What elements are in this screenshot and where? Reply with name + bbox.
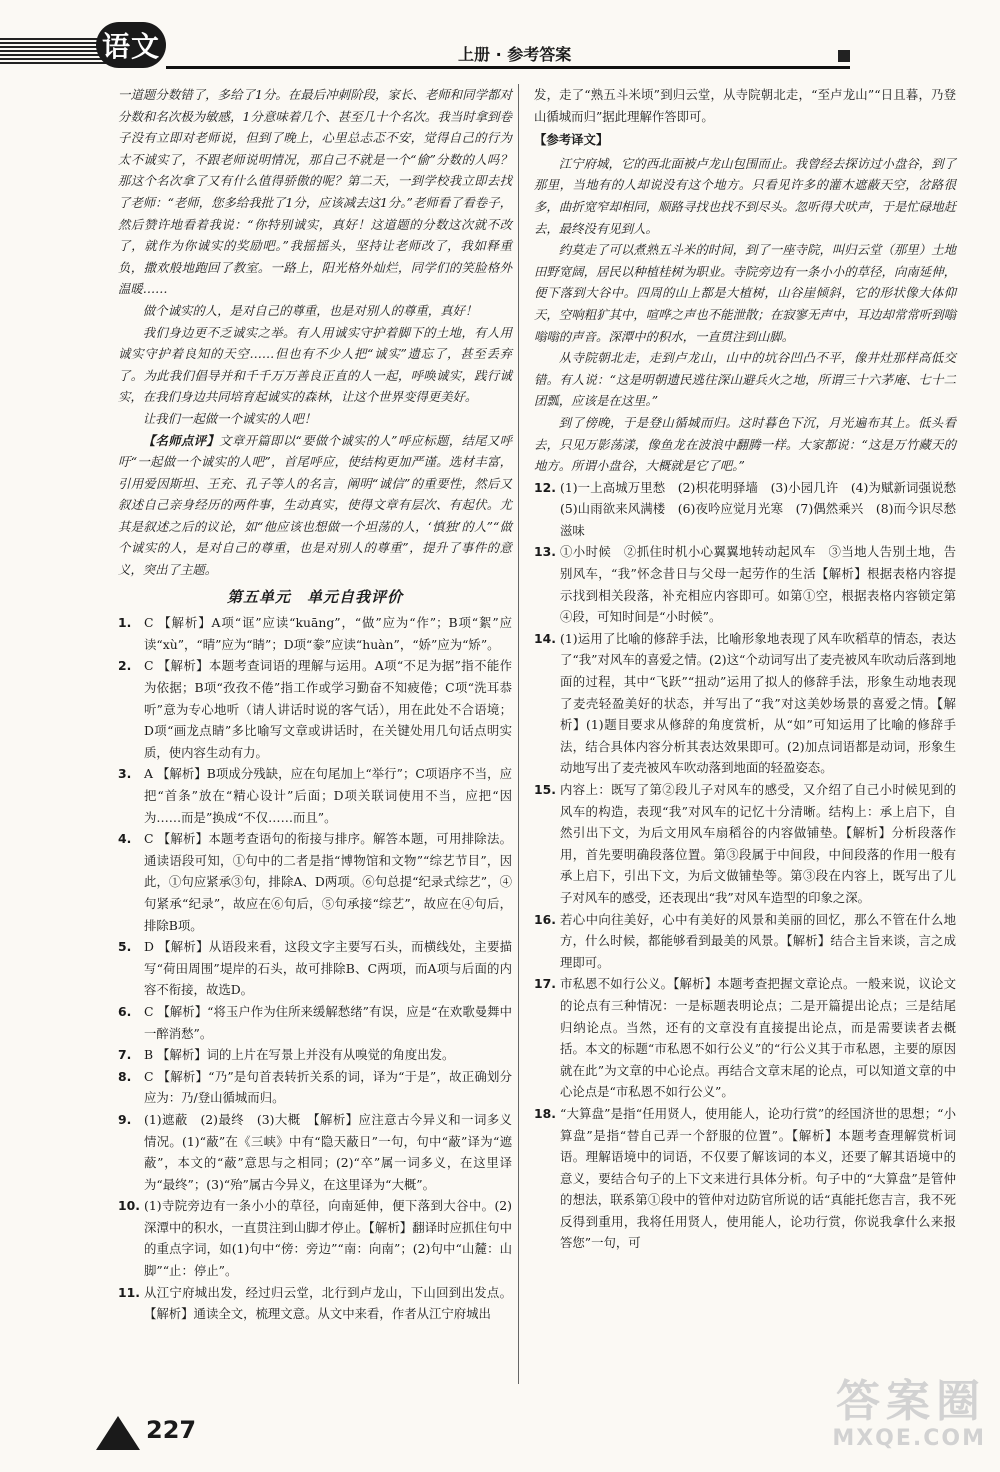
- answer-text: C 【解析】本题考查词语的理解与运用。A项“不足为据”指不能作为依据；B项“孜孜不倦”指工作或学习勤奋不知疲倦；C项“洗耳恭听”意为专心地听（请人讲话时说的客气话），用在此处不合语境；D项“画龙点睛”多比喻写文章或讲话时，在关键处用几句话点明实质，使内容生动有力。: [144, 658, 512, 760]
- answer-number: 9.: [118, 1111, 132, 1127]
- answer-item: [118, 1001, 512, 1044]
- answer-continuation: 发，走了“熟五斗米顷”到归云堂，从寺院朝北走，“至卢龙山”“日且暮，乃登山循城而归”据此理解作答即可。: [534, 87, 956, 124]
- answer-item: [118, 763, 512, 828]
- page-footer: [96, 1410, 216, 1454]
- answer-text: 市私恩不如行公义。【解析】本题考查把握文章论点。一般来说，议论文的论点有三种情况：一是标题表明论点；二是开篇提出论点；三是结尾归纳论点。当然，还有的文章没有直接提出论点，而是需要读者去概括。本文的标题“市私恩不如行公义”的“行公义其于市私恩，主要的原因就在此”为文章的中心论点。再结合文章末尾的论点，可以知道文章的中心论点是“市私恩不如行公义”。: [560, 976, 956, 1100]
- comment-label: 【名师点评】: [142, 432, 220, 448]
- right-column: [534, 84, 969, 1254]
- answer-number: 13.: [534, 544, 556, 560]
- comment-text: 文章开篇即以“要做个诚实的人”呼应标题，结尾又呼吁“一起做一个诚实的人吧”，首尾呼应，使结构更加严谨。选材丰富，引用爱因斯坦、王充、孔子等人的名言，阐明“诚信”的重要性，然后又叙述自己亲身经历的两件事，生动真实，使得文章有层次、有起伏。尤其是叙述之后的议论，如“他应该也想做一个坦荡的人，‘慎独’的人”“做个诚实的人，是对自己的尊重，也是对别人的尊重”，提升了事件的意义，突出了主题。: [118, 432, 513, 578]
- watermark-url: MXQE.COM: [832, 1426, 986, 1451]
- essay-paragraph: 我们身边更不乏诚实之举。有人用诚实守护着脚下的土地，有人用诚实守护着良知的天空……但也有不少人把“诚实”遗忘了，甚至丢弃了。为此我们倡导并和千千万万善良正直的人一起，呼唤诚实，践行诚实，在我们身边共同培育起诚实的森林，让这个世界变得更美好。: [118, 324, 512, 405]
- answer-text: C 【解析】“乃”是句首表转折关系的词，译为“于是”，故正确划分应为：乃/登山循城而归。: [144, 1068, 512, 1106]
- answer-number: 18.: [534, 1105, 556, 1121]
- answer-text: 从江宁府城出发，经过归云堂，北行到卢龙山，下山回到出发点。【解析】通读全文，梳理文意。从文中来看，作者从江宁府城出: [144, 1284, 512, 1322]
- answer-text: D 【解析】从语段来看，这段文字主要写石头，而横线处，主要描写“荷田周围”堤岸的石头，故可排除B、C两项，而A项与后面的内容不衔接，故选D。: [144, 939, 512, 998]
- answer-text: (1)一上高城万里愁 (2)枳花明驿墙 (3)小园几许 (4)为赋新词强说愁 (5)山雨欲来风满楼 (6)夜吟应觉月光寒 (7)偶然乘兴 (8)而今识尽愁滋味: [560, 479, 969, 538]
- answer-text: C 【解析】本题考查语句的衔接与排序。解答本题，可用排除法。通读语段可知，①句中的二者是指“博物馆和文物”“综艺节目”，因此，①句应紧承③句，排除A、D两项。⑥句总提“纪录式综艺”，④句紧承“纪录”，故应在⑥句后，⑤句承接“综艺”，故应在④句后，排除B项。: [144, 831, 512, 933]
- answer-number: 11.: [118, 1284, 140, 1300]
- answer-number: 12.: [534, 479, 556, 495]
- answer-item: [118, 828, 512, 936]
- answer-number: 16.: [534, 911, 556, 927]
- watermark-logo-text: 答案圈: [836, 1376, 986, 1427]
- header-square-icon: [838, 50, 850, 62]
- section-title: 第五单元 单元自我评价: [226, 587, 403, 606]
- answer-item: [118, 936, 512, 1001]
- answer-list-right: [534, 477, 969, 1254]
- header-title: 上册 · 参考答案: [458, 45, 572, 64]
- answer-item: [534, 1103, 956, 1254]
- answer-text: (1)寺院旁边有一条小小的草径，向南延伸，便下落到大谷中。(2)深潭中的积水，一直贯注到山脚才停止。【解析】翻译时应抓住句中的重点字词，如(1)句中“傍：旁边”“南：向南”；(2)句中“山麓：山脚”“止：停止”。: [144, 1198, 512, 1279]
- translation-paragraph: 约莫走了可以煮熟五斗米的时间，到了一座寺院，叫归云堂（那里）土地田野宽阔，居民以种植桂树为职业。寺院旁边有一条小小的草径，向南延伸，便下落到大谷中。四周的山上都是大植树，山谷崖倾斜，它的形状像大体仰天，空响粗犷其中，喧哗之声也不能泄散；在寂寥无声中，耳边却常常听到嗡嗡嗡的声音。深潭中的积水，一直贯注到山脚。: [534, 242, 956, 344]
- watermark: [736, 1378, 986, 1458]
- answer-number: 14.: [534, 630, 556, 646]
- answer-text: C 【解析】“将玉户作为住所来缓解愁绪”有误，应是“在欢歌曼舞中一醉消愁”。: [144, 1003, 512, 1041]
- answer-item: [118, 1195, 512, 1281]
- answer-text: B 【解析】词的上片在写景上并没有从嗅觉的角度出发。: [144, 1047, 455, 1063]
- essay-paragraph: 一道题分数错了，多给了1分。在最后冲刺阶段，家长、老师和同学都对分数和名次极为敏感，1分意味着几个、甚至几十个名次。我当时拿到卷子没有立即对老师说，但到了晚上，心里总忐忑不安，觉得自己的行为太不诚实了，不跟老师说明情况，那自己不就是一个“偷”分数的人吗？ 那这个名次拿了又有什么值得骄傲的呢？第二天，一到学校我立即去找了老师：“老师，您多给我批了1分，应该减去这1分。”老师看了看卷子，然后赞许地看着我说：“你特别诚实，真好！这道题的分数这次就不改了，就作为你诚实的奖励吧。”我摇摇头，坚持让老师改了，我如释重负，撒欢般地跑回了教室。一路上，阳光格外灿烂，同学们的笑脸格外温暖……: [118, 87, 512, 297]
- answer-item: [534, 973, 956, 1103]
- header-stripes: [0, 38, 110, 64]
- answer-text: (1)运用了比喻的修辞手法，比喻形象地表现了风车吹稻草的情态，表达了“我”对风车的喜爱之情。(2)这“个动词写出了麦壳被风车吹动后落到地面的过程，其中“飞跃”“扭动”运用了拟人的修辞手法，形象生动地表现了麦壳轻盈美好的状态，并写出了“我”对这美妙场景的喜爱之情。【解析】(1)题目要求从修辞的角度赏析，从“如”可知运用了比喻的修辞手法，结合具体内容分析其表达效果即可。(2)加点词语都是动词，形象生动地写出了麦壳被风车吹动落到地面的轻盈姿态。: [560, 630, 956, 776]
- answer-number: 7.: [118, 1047, 132, 1063]
- answer-item: [534, 477, 969, 542]
- answer-number: 6.: [118, 1003, 132, 1019]
- answer-item: [118, 1282, 512, 1325]
- left-column: [118, 84, 512, 1325]
- answer-list-left: [118, 612, 512, 1325]
- answer-item: [534, 909, 956, 974]
- essay-paragraph: 让我们一起做一个诚实的人吧！: [142, 410, 317, 426]
- answer-text: 若心中向往美好，心中有美好的风景和美丽的回忆，那么不管在什么地方，什么时候，都能够看到最美的风景。【解析】结合主旨来谈，言之成理即可。: [560, 911, 956, 970]
- answer-number: 10.: [118, 1198, 140, 1214]
- answer-item: [118, 612, 512, 655]
- answer-number: 2.: [118, 658, 132, 674]
- translation-block: [534, 153, 956, 477]
- answer-text: A 【解析】B项成分残缺，应在句尾加上“举行”；C项语序不当，应把“首条”放在“精心设计”后面；D项关联词使用不当，应把“因为……而是”换成“不仅……而且”。: [144, 766, 512, 825]
- essay-paragraph: 做个诚实的人，是对自己的尊重，也是对别人的尊重，真好！: [142, 302, 478, 318]
- translation-paragraph: 从寺院朝北走，走到卢龙山，山中的坑谷凹凸不平，像井灶那样高低交错。有人说：“这是明朝遗民逃往深山避兵火之地，所谓三十六茅庵、七十二团瓢，应该是在这里。”: [534, 350, 956, 409]
- answer-item: [118, 655, 512, 763]
- answer-text: C 【解析】A项“诓”应读“kuāng”，“做”应为“作”；B项“絮”应读“xù”，“晴”应为“睛”；D项“豢”应读“huàn”，“娇”应为“矫”。: [144, 615, 512, 652]
- answer-number: 8.: [118, 1068, 132, 1084]
- answer-number: 15.: [534, 782, 556, 797]
- translation-label: 【参考译文】: [534, 132, 609, 148]
- sailboat-icon: [96, 1416, 140, 1450]
- answer-number: 5.: [118, 939, 132, 955]
- answer-item: [534, 628, 956, 779]
- answer-item: [118, 1044, 512, 1066]
- translation-paragraph: 到了傍晚，于是登山循城而归。这时暮色下沉，月光遍布其上。低头看去，只见万影荡漾，像鱼龙在波浪中翻腾一样。大家都说：“这是万竹藏天的地方。所谓小盘谷，大概就是它了吧。”: [534, 414, 956, 474]
- page-number: 227: [146, 1416, 197, 1444]
- answer-item: [534, 541, 956, 627]
- page-header: [0, 0, 1000, 80]
- answer-text: “大算盘”是指“任用贤人，使用能人，论功行赏”的经国济世的思想；“小算盘”是指“替自己弄一个舒服的位置”。【解析】本题考查理解赏析词语。理解语境中的词语，不仅要了解该词的本义，还要了解其语境中的意义，要结合句子的上下文来进行具体分析。句子中的“大算盘”是管仲的想法，联系第①段中的管仲对边防官所说的话“真能托您吉言，我不死反得到重用，我将任用贤人，使用能人，论功行赏，你说我拿什么来报答您”一句，可: [560, 1105, 956, 1251]
- column-divider: [518, 84, 519, 1384]
- header-rule: [166, 66, 850, 69]
- subject-badge: 语文: [96, 22, 166, 68]
- answer-text: (1)遮蔽 (2)最终 (3)大概 【解析】应注意古今异义和一词多义情况。(1)“蔽”在《三峡》中有“隐天蔽日”一句，句中“蔽”译为“遮蔽”，本文的“蔽”意思与之相同；(2)“卒”属一词多义，在这里译为“最终”；(3)“殆”属古今异义，在这里译为“大概”。: [144, 1111, 512, 1192]
- answer-number: 4.: [118, 831, 132, 847]
- answer-item: [534, 779, 956, 909]
- answer-item: [118, 1109, 512, 1195]
- answer-text: ①小时候 ②抓住时机小心翼翼地转动起风车 ③当地人告别土地，告别风车，“我”怀念昔日与父母一起劳作的生活【解析】根据表格内容提示找到相关段落，补充相应内容即可。如第①空，根据表格内容锁定第④段，可知时间是“小时候”。: [560, 544, 956, 625]
- answer-number: 17.: [534, 976, 556, 992]
- answer-number: 1.: [118, 615, 132, 631]
- translation-paragraph: 江宁府城，它的西北面被卢龙山包围而止。我曾经去探访过小盘谷，到了那里，当地有的人却说没有这个地方。只看见许多的灌木遮蔽天空，岔路很多，曲折宽窄却相同，顺路寻找也找不到尽头。忽听得犬吠声，于是忙碌地赶去，最终没有见到人。: [534, 155, 956, 236]
- teacher-comment: [118, 430, 512, 581]
- answer-number: 3.: [118, 766, 132, 782]
- answer-item: [118, 1066, 512, 1109]
- answer-text: 内容上：既写了第②段儿子对风车的感受，又介绍了自己小时候见到的风车的构造，表现“我”对风车的记忆十分清晰。结构上：承上启下，自然引出下文，为后文用风车扇稻谷的内容做铺垫。【解析】分析段落作用，首先要明确段落位置。第③段属于中间段，中间段落的作用一般有承上启下，引出下文，为后文做铺垫等。第③段在内容上，既写出了儿子对风车的感受，还表现出“我”对风车造型的印象之深。: [560, 782, 956, 905]
